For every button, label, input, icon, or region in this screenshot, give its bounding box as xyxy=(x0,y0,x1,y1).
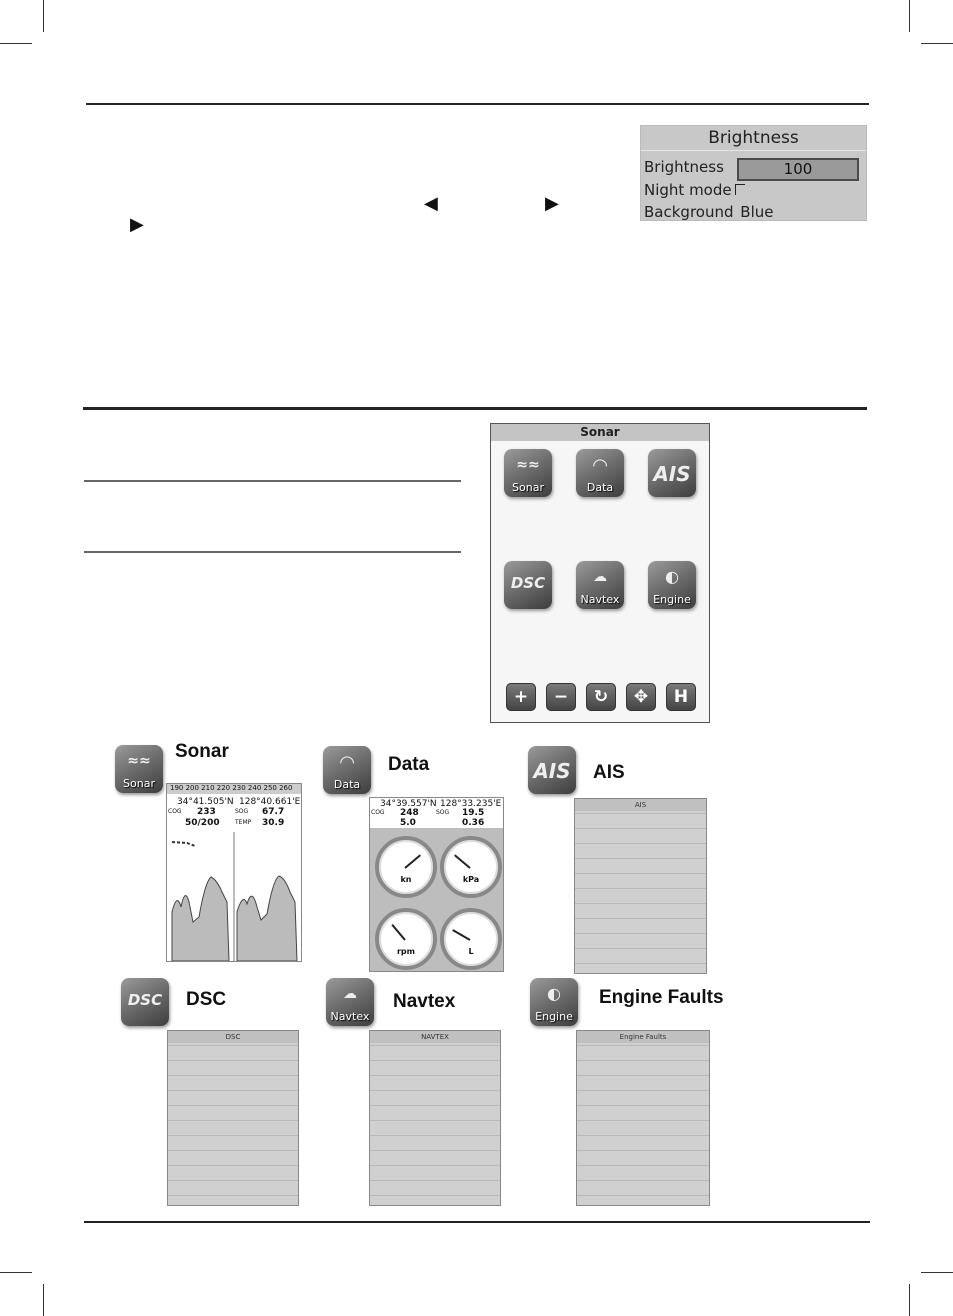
ais-section-icon xyxy=(528,746,576,794)
ais-section-icon-label: AIS xyxy=(533,759,571,783)
rpm-gauge xyxy=(375,908,437,970)
right-arrow-icon: ▶ xyxy=(545,193,559,214)
divider xyxy=(84,480,461,482)
section-rule xyxy=(83,407,867,410)
data-cog: 248 xyxy=(400,808,419,818)
sonar-scale: 190 200 210 220 230 240 250 260 xyxy=(170,784,293,792)
ais-app-icon[interactable] xyxy=(648,449,696,497)
sonar-temp: 30.9 xyxy=(262,818,285,828)
fuel-gauge-unit: L xyxy=(468,947,474,956)
zoom-in-button[interactable]: + xyxy=(506,683,536,711)
sonar-cog-label: COG xyxy=(168,808,182,815)
engine-section-icon: ◐ Engine xyxy=(530,978,578,1026)
app-menu-window xyxy=(490,423,710,723)
engine-screen-title: Engine Faults xyxy=(577,1031,709,1043)
crop-mark xyxy=(0,43,32,44)
divider xyxy=(84,551,461,553)
zoom-out-button[interactable]: − xyxy=(546,683,576,711)
home-button[interactable]: H xyxy=(666,683,696,711)
background-label: Background xyxy=(644,203,734,221)
engine-app-icon[interactable]: ◐ Engine xyxy=(648,561,696,609)
dsc-screen-title: DSC xyxy=(168,1031,298,1043)
sonar-lon: 128°40.661'E xyxy=(239,797,301,807)
night-mode-row xyxy=(644,181,745,199)
brightness-panel-title: Brightness xyxy=(641,126,866,151)
rpm-gauge-unit: rpm xyxy=(396,947,415,956)
brightness-panel xyxy=(640,125,867,221)
data-heading: Data xyxy=(388,754,430,775)
crop-mark xyxy=(43,1284,44,1316)
speed-gauge-unit: kn xyxy=(400,875,412,884)
sonar-range: 50/200 xyxy=(185,818,220,828)
navtex-heading: Navtex xyxy=(393,991,456,1012)
data-row3-left: 5.0 xyxy=(400,818,416,828)
app-menu-title: Sonar xyxy=(491,424,709,441)
dsc-screenshot xyxy=(167,1030,299,1206)
sonar-app-icon[interactable]: ≈≈ Sonar xyxy=(504,449,552,497)
dsc-section-icon-label: DSC xyxy=(127,991,163,1009)
speed-gauge xyxy=(375,836,437,898)
dsc-app-label: DSC xyxy=(510,574,546,592)
crop-mark xyxy=(43,0,44,32)
data-sog-label: SOG xyxy=(436,809,450,816)
night-mode-label: Night mode xyxy=(644,181,732,199)
engine-faults-screenshot xyxy=(576,1030,710,1206)
sonar-sog-label: SOG xyxy=(235,808,249,815)
sonar-app-label: Sonar xyxy=(512,481,544,494)
data-sog: 19.5 xyxy=(462,808,485,818)
pressure-gauge xyxy=(440,836,502,898)
navtex-screenshot xyxy=(369,1030,501,1206)
data-lon: 128°33.235'E xyxy=(440,799,502,809)
data-cog-label: COG xyxy=(371,809,385,816)
background-value[interactable]: Blue xyxy=(740,203,774,221)
brightness-value-field[interactable]: 100 xyxy=(737,158,859,181)
header-rule xyxy=(86,103,869,105)
dsc-app-icon[interactable] xyxy=(504,561,552,609)
fuel-gauge xyxy=(440,908,502,970)
sonar-sog: 67.7 xyxy=(262,807,285,817)
engine-section-icon-label: Engine xyxy=(535,1010,573,1023)
sonar-cog: 233 xyxy=(197,807,216,817)
engine-heading: Engine Faults xyxy=(599,987,724,1008)
engine-app-label: Engine xyxy=(653,593,691,606)
navtex-app-icon[interactable]: ☁ Navtex xyxy=(576,561,624,609)
sonar-screenshot xyxy=(166,783,302,962)
navtex-section-icon: ☁ Navtex xyxy=(326,978,374,1026)
data-lat: 34°39.557'N xyxy=(380,799,437,809)
move-button[interactable]: ✥ xyxy=(626,683,656,711)
navtex-screen-title: NAVTEX xyxy=(370,1031,500,1043)
data-screenshot xyxy=(369,797,504,972)
ais-screen-title: AIS xyxy=(575,799,706,811)
crop-mark xyxy=(921,1272,953,1273)
brightness-label: Brightness xyxy=(644,158,724,176)
crop-mark xyxy=(909,0,910,32)
data-section-icon: ◠ Data xyxy=(323,746,371,794)
navtex-app-label: Navtex xyxy=(580,593,620,606)
dsc-heading: DSC xyxy=(186,989,227,1010)
sonar-section-icon: ≈≈ Sonar xyxy=(115,745,163,793)
right-arrow-icon: ▶ xyxy=(130,214,144,235)
ais-screenshot xyxy=(574,798,707,974)
sonar-heading: Sonar xyxy=(175,741,229,762)
crop-mark xyxy=(909,1284,910,1316)
navtex-section-icon-label: Navtex xyxy=(330,1010,370,1023)
data-section-icon-label: Data xyxy=(333,778,361,791)
data-row3-right: 0.36 xyxy=(462,818,485,828)
dsc-section-icon xyxy=(121,978,169,1026)
ais-heading: AIS xyxy=(593,762,625,783)
sonar-echo-graph xyxy=(167,832,301,961)
background-row xyxy=(644,203,773,221)
refresh-button[interactable]: ↻ xyxy=(586,683,616,711)
sonar-lat: 34°41.505'N xyxy=(177,797,234,807)
crop-mark xyxy=(0,1272,32,1273)
crop-mark xyxy=(921,43,953,44)
left-arrow-icon: ◀ xyxy=(424,193,438,214)
ais-app-label: AIS xyxy=(653,462,691,486)
sonar-section-icon-label: Sonar xyxy=(123,777,155,790)
footer-rule xyxy=(84,1221,870,1223)
data-app-icon[interactable]: ◠ Data xyxy=(576,449,624,497)
data-app-label: Data xyxy=(586,481,614,494)
night-mode-checkbox[interactable] xyxy=(735,184,745,195)
sonar-temp-label: TEMP xyxy=(235,819,252,826)
pressure-gauge-unit: kPa xyxy=(462,875,480,884)
